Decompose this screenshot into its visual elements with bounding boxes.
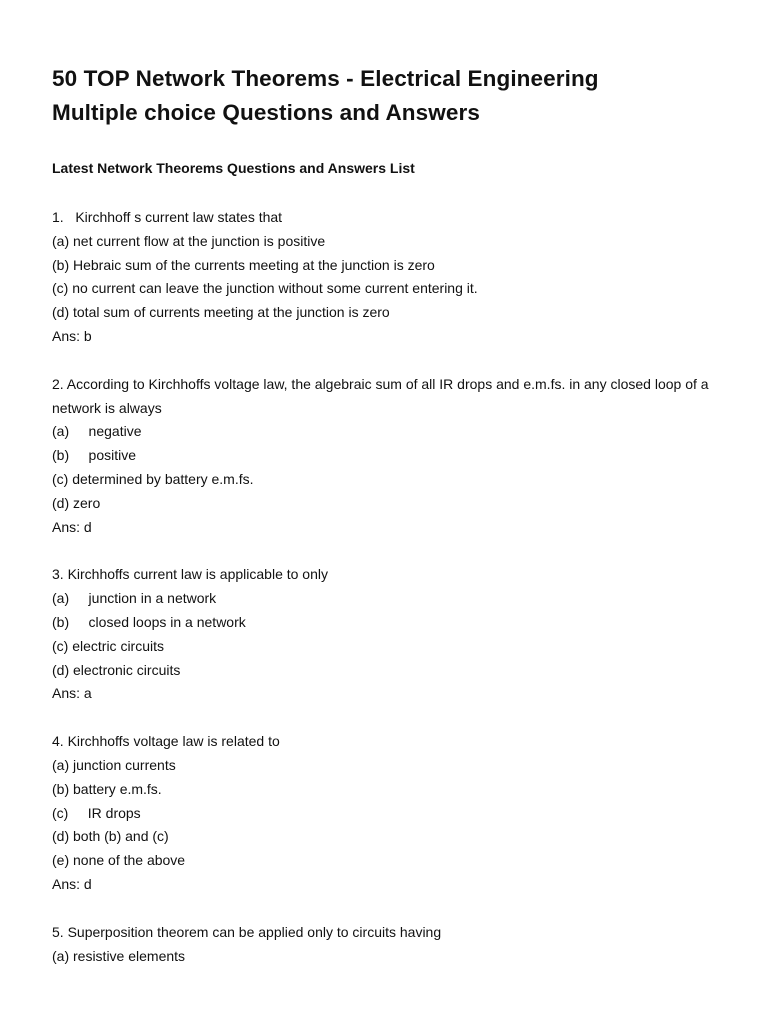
option-a: (a) junction currents (52, 756, 176, 773)
option-e: (e) none of the above (52, 852, 186, 869)
option-a: (a) resistive elements (52, 947, 186, 964)
question-1 (52, 206, 732, 349)
option-d: (d) electronic circuits (52, 661, 181, 678)
option-b: (b) battery e.m.fs. (52, 780, 162, 797)
option-b: (b) Hebraic sum of the currents meeting at the junction is zero (52, 256, 435, 273)
answer: Ans: b (52, 327, 92, 344)
option-c: (c) electric circuits (52, 637, 165, 654)
page-title (52, 62, 732, 130)
question-5 (52, 921, 732, 969)
option-d: (d) total sum of currents meeting at the junction is zero (52, 304, 390, 321)
question-4 (52, 730, 732, 897)
question-2 (52, 373, 732, 540)
option-c: (c) no current can leave the junction without some current entering it. (52, 280, 478, 297)
answer: Ans: d (52, 875, 92, 892)
list-heading: Latest Network Theorems Questions and Answers List (52, 160, 415, 176)
answer: Ans: d (52, 518, 92, 535)
question-text: 1. Kirchhoff s current law states that (52, 209, 283, 225)
option-d: (d) zero (52, 494, 101, 511)
option-a: (a) junction in a network (52, 590, 217, 607)
option-d: (d) both (b) and (c) (52, 828, 169, 845)
option-c: (c) determined by battery e.m.fs. (52, 470, 254, 487)
question-text: 3. Kirchhoffs current law is applicable to only (52, 566, 328, 583)
document-page (52, 62, 732, 992)
option-b: (b) positive (52, 447, 137, 464)
title-line-2: Multiple choice Questions and Answers (52, 100, 480, 125)
answer: Ans: a (52, 685, 92, 702)
option-a: (a) net current flow at the junction is positive (52, 232, 326, 249)
option-a: (a) negative (52, 423, 142, 440)
title-line-1: 50 TOP Network Theorems - Electrical Engineering (52, 66, 599, 91)
question-3 (52, 563, 732, 706)
question-text: 2. According to Kirchhoffs voltage law, the algebraic sum of all IR drops and e.m.fs. in any closed loop of a network is always (52, 375, 713, 416)
question-text: 4. Kirchhoffs voltage law is related to (52, 733, 280, 750)
question-text: 5. Superposition theorem can be applied only to circuits having (52, 923, 442, 940)
questions-list (52, 206, 732, 968)
option-b: (b) closed loops in a network (52, 613, 246, 630)
option-c: (c) IR drops (52, 804, 141, 821)
